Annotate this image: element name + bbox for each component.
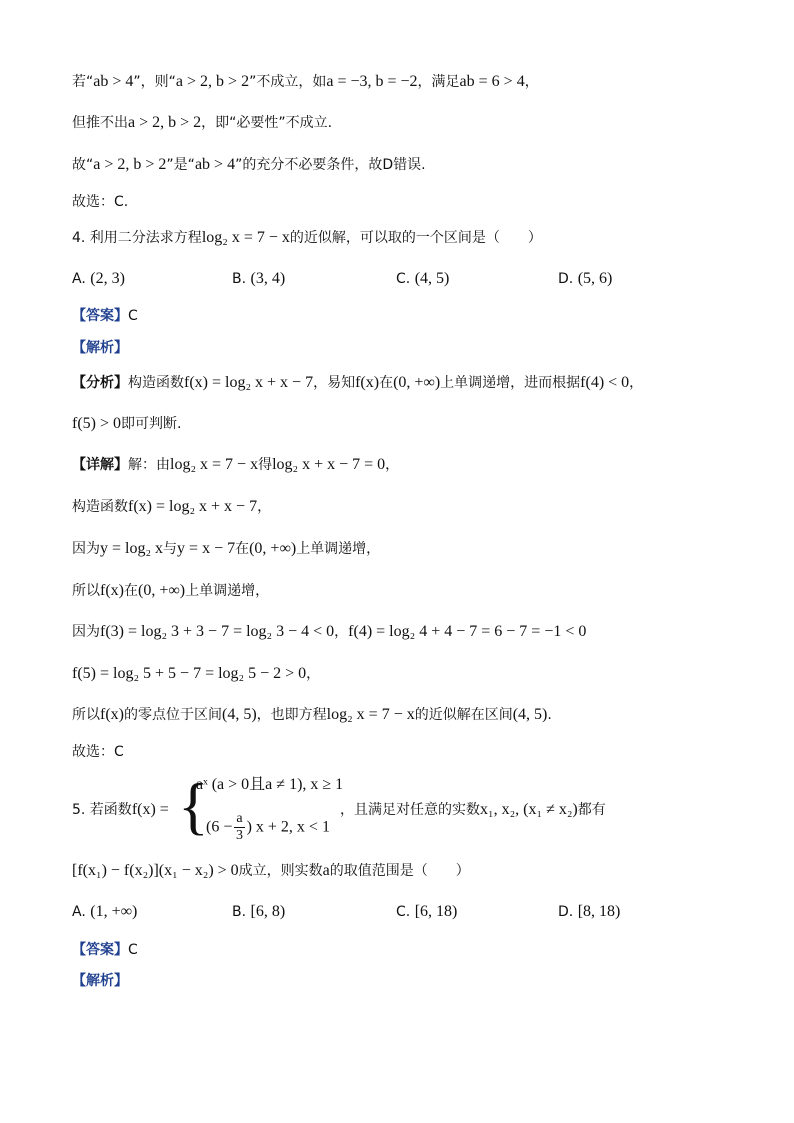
q4-option-c: C. (4, 5) <box>396 270 450 287</box>
q5-analysis-tag: 【解析】 <box>72 973 128 989</box>
piecewise-case-1: aˣ (a > 0且a ≠ 1), x ≥ 1 <box>196 776 344 793</box>
q4-detail-4: 所以f(x)在(0, +∞)上单调递增， <box>72 582 270 599</box>
math: log₂ x = 7 − x <box>201 229 290 246</box>
piecewise-case-2: (6 − $\frac{a}{3}$ ) x + 2, x < 1 <box>206 811 330 843</box>
q5-option-b: B. [6, 8) <box>232 903 286 920</box>
text: ，满足 <box>417 74 460 90</box>
text: ， <box>524 74 539 90</box>
q4-detail-5: 因为f(3) = log₂ 3 + 3 − 7 = log₂ 3 − 4 < 0，f(4) = log₂ 4 + 4 − 7 = 6 − 7 = −1 < 0 <box>72 623 587 640</box>
math: > 4 <box>108 73 134 90</box>
question-5-stem: 5. 若函数f(x) = <box>72 801 169 818</box>
answer-tag: 【答案】 <box>72 308 128 324</box>
q4-answer <box>72 306 754 326</box>
q4-option-a: A. (2, 3) <box>72 270 125 287</box>
question-4-stem <box>72 228 754 248</box>
q4-detail-6: f(5) = log₂ 5 + 5 − 7 = log₂ 5 − 2 > 0， <box>72 665 321 682</box>
question-5-stem-cont: ，且满足对任意的实数x₁, x₂, (x₁ ≠ x₂)都有 <box>340 801 606 818</box>
q4-detail-7: 所以f(x)的零点位于区间(4, 5)，也即方程log₂ x = 7 − x的近似解在区间(4, 5). <box>72 706 552 723</box>
text-line-3 <box>72 155 754 175</box>
math: ab <box>93 73 109 90</box>
text-line-2 <box>72 113 754 133</box>
fraction: $\frac{a}{3}$ <box>235 811 243 843</box>
question-5-condition: [f(x₁) − f(x₂)](x₁ − x₂) > 0成立，则实数a的取值范围是（ ） <box>72 862 470 879</box>
q5-answer: 【答案】C <box>72 942 138 958</box>
text: ”不成立，如 <box>249 74 327 90</box>
text-line-1 <box>72 72 754 92</box>
text: ”，则“ <box>133 74 176 90</box>
text: 若“ <box>72 74 94 90</box>
text: ，即“必要性”不成立. <box>201 115 333 131</box>
q4-choose: 故选：C <box>72 744 124 760</box>
answer-value: C <box>128 308 138 324</box>
text: 故“ <box>72 157 94 173</box>
q5-option-d: D. [8, 18) <box>558 903 621 920</box>
q4-detail-3: 因为y = log₂ x与y = x − 7在(0, +∞)上单调递增， <box>72 540 381 557</box>
q4-fenxi-cont: f(5) > 0即可判断. <box>72 415 182 432</box>
text: 故选：C. <box>72 194 129 210</box>
q4-fenxi: 【分析】构造函数f(x) = log₂ x + x − 7，易知f(x)在(0, +∞)上单调递增，进而根据f(4) < 0， <box>72 374 644 391</box>
q4-option-b: B. (3, 4) <box>232 270 286 287</box>
text: 但推不出 <box>72 115 128 131</box>
math: a > 2, b > 2 <box>93 156 167 173</box>
math: a > 2, b > 2 <box>128 114 202 131</box>
math: ab > 4 <box>194 156 236 173</box>
text: 4. 利用二分法求方程 <box>72 230 202 246</box>
text: ”是“ <box>166 157 195 173</box>
math: ab = 6 > 4 <box>459 73 525 90</box>
q5-option-c: C. [6, 18) <box>396 903 458 920</box>
q4-detail-2: 构造函数f(x) = log₂ x + x − 7， <box>72 498 272 515</box>
q4-detail-1: 【详解】解：由log₂ x = 7 − x得log₂ x + x − 7 = 0， <box>72 456 400 473</box>
math: a > 2, b > 2 <box>175 73 250 90</box>
math: a = −3, b = −2 <box>326 73 418 90</box>
text-line-4 <box>72 192 754 212</box>
q4-option-d: D. (5, 6) <box>558 270 613 287</box>
text: 的近似解，可以取的一个区间是（ ） <box>289 230 542 246</box>
q4-analysis-tag: 【解析】 <box>72 340 128 356</box>
text: ”的充分不必要条件，故D错误. <box>235 157 426 173</box>
piecewise-brace: { <box>178 770 209 841</box>
q5-option-a: A. (1, +∞) <box>72 903 138 920</box>
